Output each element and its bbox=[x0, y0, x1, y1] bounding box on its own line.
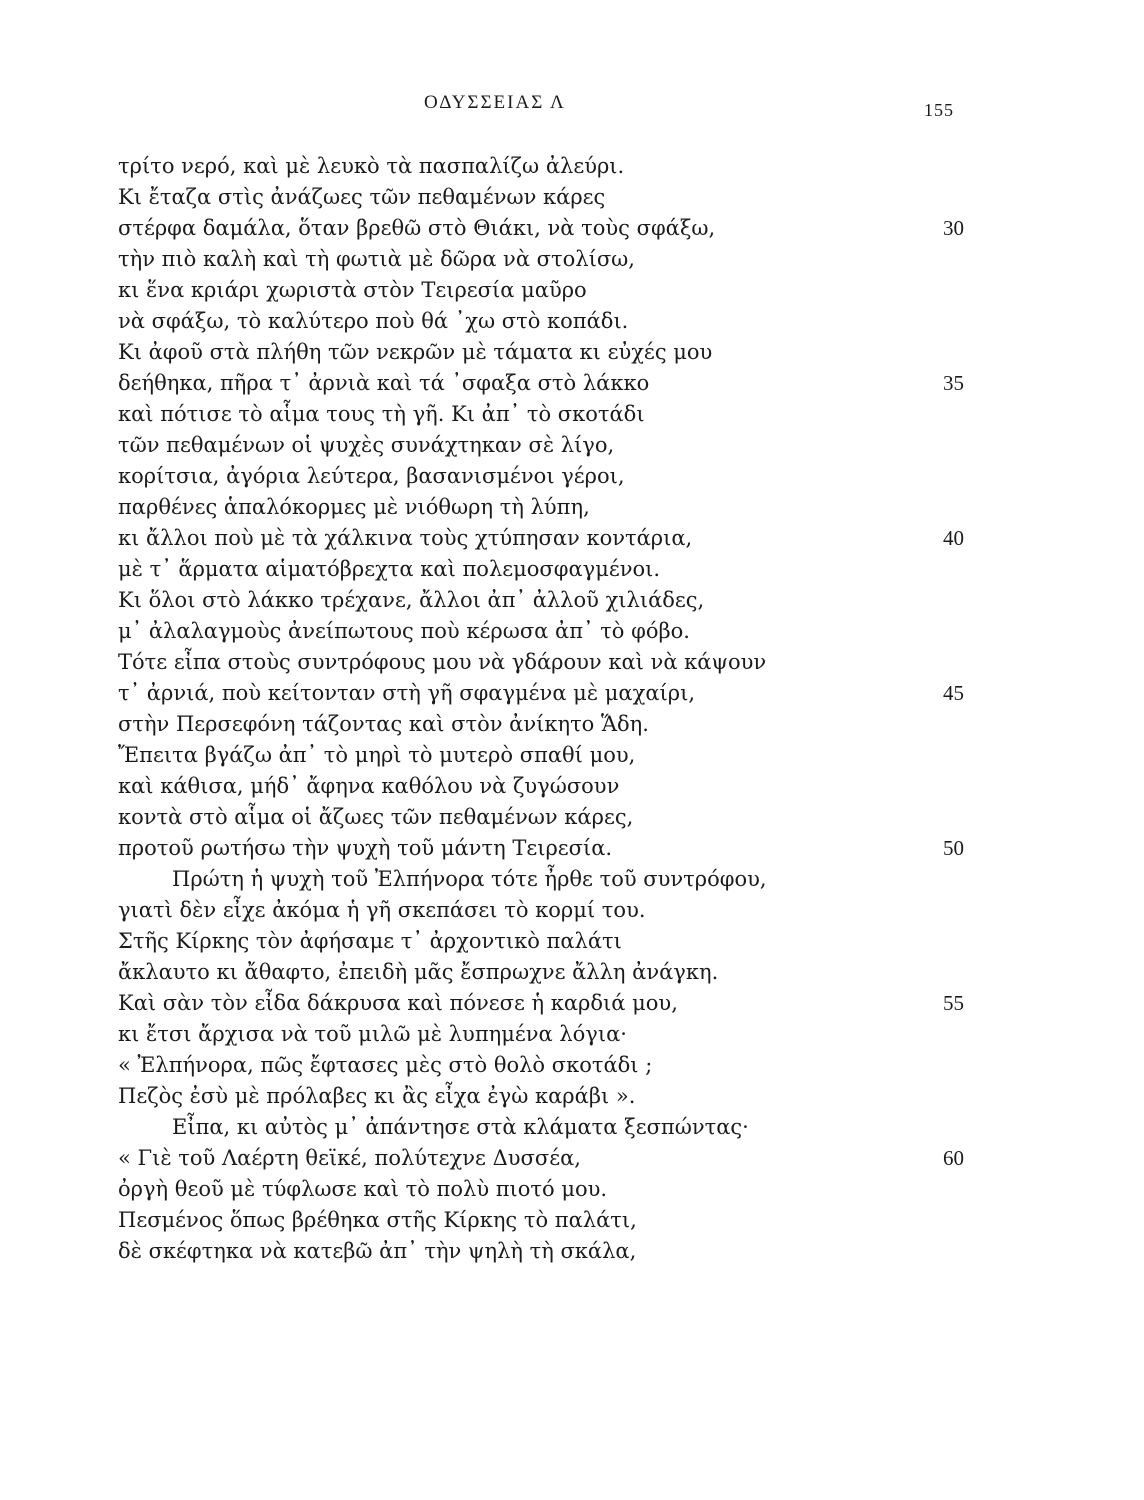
verse-text: μ᾽ ἀλαλαγμοὺς ἀνείπωτους ποὺ κέρωσα ἀπ᾽ τὸ φόβο. bbox=[118, 619, 690, 643]
verse-text: Κι ἀφοῦ στὰ πλήθη τῶν νεκρῶν μὲ τάματα κι εὐχές μου bbox=[118, 340, 713, 364]
verse-line bbox=[0, 1019, 1144, 1050]
verse-text: στὴν Περσεφόνη τάζοντας καὶ στὸν ἀνίκητο Ἅδη. bbox=[118, 712, 649, 736]
verse-text: δεήθηκα, πῆρα τ᾽ ἀρνιὰ καὶ τά ᾽σφαξα στὸ λάκκο bbox=[118, 371, 650, 395]
verse-text: « Ἐλπήνορα, πῶς ἔφτασες μὲς στὸ θολὸ σκοτάδι ; bbox=[118, 1053, 653, 1077]
line-number: 55 bbox=[943, 991, 964, 1015]
verse-line bbox=[0, 678, 1144, 709]
verse-line bbox=[0, 1081, 1144, 1112]
verse-line bbox=[0, 647, 1144, 678]
verse-line bbox=[0, 368, 1144, 399]
verse-line bbox=[0, 213, 1144, 244]
verse-text: καὶ πότισε τὸ αἷμα τους τὴ γῆ. Κι ἀπ᾽ τὸ σκοτάδι bbox=[118, 402, 645, 426]
verse-line bbox=[0, 337, 1144, 368]
verse-text: ἄκλαυτο κι ἄθαφτο, ἐπειδὴ μᾶς ἔσπρωχνε ἄλλη ἀνάγκη. bbox=[118, 960, 719, 984]
verse-line bbox=[0, 957, 1144, 988]
verse-text: παρθένες ἁπαλόκορμες μὲ νιόθωρη τὴ λύπη, bbox=[118, 495, 590, 519]
verse-line bbox=[0, 988, 1144, 1019]
verse-line bbox=[0, 399, 1144, 430]
verse-line bbox=[0, 616, 1144, 647]
verse-line bbox=[0, 306, 1144, 337]
verse-line bbox=[0, 895, 1144, 926]
verse-text: μὲ τ᾽ ἅρματα αἱματόβρεχτα καὶ πολεμοσφαγμένοι. bbox=[118, 557, 661, 581]
verse-text: τρίτο νερό, καὶ μὲ λευκὸ τὰ πασπαλίζω ἀλεύρι. bbox=[118, 154, 625, 178]
verse-text: κι ἕνα κριάρι χωριστὰ στὸν Τειρεσία μαῦρο bbox=[118, 278, 587, 302]
verse-text: Καὶ σὰν τὸν εἶδα δάκρυσα καὶ πόνεσε ἡ καρδιά μου, bbox=[118, 991, 678, 1015]
verse-text: κορίτσια, ἀγόρια λεύτερα, βασανισμένοι γέροι, bbox=[118, 464, 625, 488]
verse-text: Πρώτη ἡ ψυχὴ τοῦ Ἐλπήνορα τότε ἦρθε τοῦ συντρόφου, bbox=[172, 867, 767, 891]
verse-line bbox=[0, 771, 1144, 802]
verse-line bbox=[0, 151, 1144, 182]
line-number: 40 bbox=[943, 526, 964, 550]
verse-text: τῶν πεθαμένων οἱ ψυχὲς συνάχτηκαν σὲ λίγο, bbox=[118, 433, 615, 457]
verse-text: Πεζὸς ἐσὺ μὲ πρόλαβες κι ἂς εἶχα ἐγὼ καράβι ». bbox=[118, 1084, 636, 1108]
verse-text: Εἶπα, κι αὐτὸς μ᾽ ἀπάντησε στὰ κλάματα ξεσπώντας· bbox=[172, 1115, 749, 1139]
verse-text: Κι ὅλοι στὸ λάκκο τρέχανε, ἄλλοι ἀπ᾽ ἀλλοῦ χιλιάδες, bbox=[118, 588, 705, 612]
verse-text: Πεσμένος ὅπως βρέθηκα στῆς Κίρκης τὸ παλάτι, bbox=[118, 1208, 637, 1232]
verse-line bbox=[0, 1236, 1144, 1267]
verse-line bbox=[0, 1174, 1144, 1205]
verse-line bbox=[0, 182, 1144, 213]
verse-line bbox=[0, 1205, 1144, 1236]
verse-line bbox=[0, 1112, 1144, 1143]
verse-line bbox=[0, 244, 1144, 275]
verse-text: τὴν πιὸ καλὴ καὶ τὴ φωτιὰ μὲ δῶρα νὰ στολίσω, bbox=[118, 247, 635, 271]
verse-line bbox=[0, 833, 1144, 864]
line-number: 45 bbox=[943, 681, 964, 705]
verse-line bbox=[0, 926, 1144, 957]
verse-line bbox=[0, 461, 1144, 492]
line-number: 35 bbox=[943, 371, 964, 395]
verse-text: Τότε εἶπα στοὺς συντρόφους μου νὰ γδάρουν καὶ νὰ κάψουν bbox=[118, 650, 767, 674]
verse-line bbox=[0, 492, 1144, 523]
verse-text: Κι ἔταζα στὶς ἀνάζωες τῶν πεθαμένων κάρες bbox=[118, 185, 606, 209]
line-number: 60 bbox=[943, 1146, 964, 1170]
verse-line bbox=[0, 802, 1144, 833]
poem-body bbox=[0, 151, 1144, 1267]
line-number: 50 bbox=[943, 836, 964, 860]
verse-text: προτοῦ ρωτήσω τὴν ψυχὴ τοῦ μάντη Τειρεσία. bbox=[118, 836, 613, 860]
line-number: 30 bbox=[943, 216, 964, 240]
verse-text: δὲ σκέφτηκα νὰ κατεβῶ ἀπ᾽ τὴν ψηλὴ τὴ σκάλα, bbox=[118, 1239, 637, 1263]
verse-text: ὀργὴ θεοῦ μὲ τύφλωσε καὶ τὸ πολὺ πιοτό μου. bbox=[118, 1177, 608, 1201]
verse-line bbox=[0, 740, 1144, 771]
verse-text: κι ἄλλοι ποὺ μὲ τὰ χάλκινα τοὺς χτύπησαν κοντάρια, bbox=[118, 526, 693, 550]
verse-text: « Γιὲ τοῦ Λαέρτη θεϊκέ, πολύτεχνε Δυσσέα, bbox=[118, 1146, 581, 1170]
verse-line bbox=[0, 554, 1144, 585]
verse-line bbox=[0, 430, 1144, 461]
verse-line bbox=[0, 1143, 1144, 1174]
verse-text: γιατὶ δὲν εἶχε ἀκόμα ἡ γῆ σκεπάσει τὸ κορμί του. bbox=[118, 898, 646, 922]
page-header bbox=[0, 92, 1144, 122]
verse-line bbox=[0, 1050, 1144, 1081]
page-number: 155 bbox=[924, 100, 954, 120]
verse-text: στέρφα δαμάλα, ὅταν βρεθῶ στὸ Θιάκι, νὰ τοὺς σφάξω, bbox=[118, 216, 716, 240]
verse-line bbox=[0, 864, 1144, 895]
verse-line bbox=[0, 709, 1144, 740]
verse-line bbox=[0, 523, 1144, 554]
verse-text: κοντὰ στὸ αἷμα οἱ ἄζωες τῶν πεθαμένων κάρες, bbox=[118, 805, 634, 829]
verse-text: κι ἔτσι ἄρχισα νὰ τοῦ μιλῶ μὲ λυπημένα λόγια· bbox=[118, 1022, 627, 1046]
verse-text: νὰ σφάξω, τὸ καλύτερο ποὺ θά ᾽χω στὸ κοπάδι. bbox=[118, 309, 629, 333]
running-title: ΟΔΥΣΣΕΙΑΣ Λ bbox=[424, 92, 566, 113]
verse-text: Ἔπειτα βγάζω ἀπ᾽ τὸ μηρὶ τὸ μυτερὸ σπαθί μου, bbox=[118, 743, 636, 767]
verse-text: τ᾽ ἀρνιά, ποὺ κείτονταν στὴ γῆ σφαγμένα μὲ μαχαίρι, bbox=[118, 681, 695, 705]
verse-line bbox=[0, 585, 1144, 616]
verse-line bbox=[0, 275, 1144, 306]
verse-text: καὶ κάθισα, μήδ᾽ ἄφηνα καθόλου νὰ ζυγώσουν bbox=[118, 774, 620, 798]
verse-text: Στῆς Κίρκης τὸν ἀφήσαμε τ᾽ ἀρχοντικὸ παλάτι bbox=[118, 929, 622, 953]
